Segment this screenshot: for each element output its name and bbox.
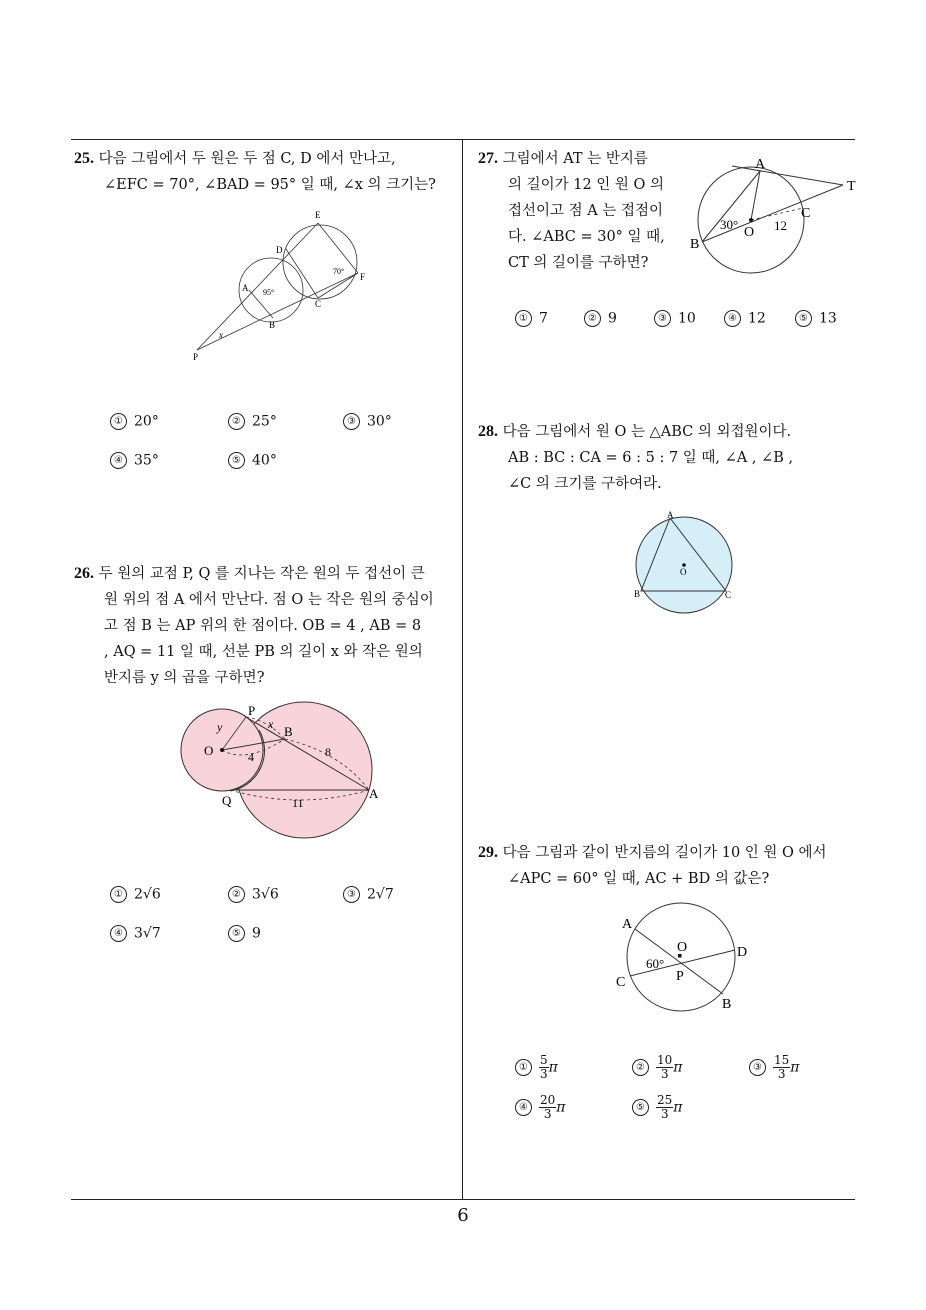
question-text-line: 다. ∠ABC = 30° 일 때, bbox=[508, 229, 665, 245]
q25-figure bbox=[185, 205, 375, 365]
q25-choice-5[interactable] bbox=[228, 452, 277, 469]
q26-label-A: A bbox=[369, 786, 379, 801]
choice-number: ④ bbox=[110, 452, 127, 469]
pi-symbol: π bbox=[790, 1059, 800, 1076]
q27-label-C: C bbox=[801, 206, 811, 221]
fraction bbox=[656, 1094, 673, 1121]
choice-text: 30° bbox=[367, 413, 392, 430]
q26-label-O: O bbox=[204, 743, 214, 758]
q29-label-D: D bbox=[737, 945, 748, 960]
q27-length-12: 12 bbox=[774, 218, 787, 233]
choice-text: 7 bbox=[539, 310, 548, 327]
numerator: 25 bbox=[657, 1093, 673, 1107]
choice-text: 13 bbox=[819, 310, 837, 327]
question-number: 26. bbox=[74, 565, 94, 582]
denominator: 3 bbox=[543, 1107, 552, 1121]
q26-label-P: P bbox=[248, 703, 256, 718]
choice-number: ⑤ bbox=[228, 452, 245, 469]
pi-symbol: π bbox=[548, 1059, 558, 1076]
q26-choice-2[interactable] bbox=[228, 886, 279, 903]
choice-text: 35° bbox=[134, 452, 159, 469]
numerator: 10 bbox=[657, 1053, 673, 1067]
choice-number: ① bbox=[110, 886, 127, 903]
choice-text: 2√7 bbox=[367, 886, 394, 903]
q29-label-O: O bbox=[677, 940, 688, 955]
question-29 bbox=[478, 840, 863, 892]
choice-number: ① bbox=[515, 310, 532, 327]
q25-choice-3[interactable] bbox=[343, 413, 392, 430]
question-number: 29. bbox=[478, 844, 498, 861]
choice-number: ④ bbox=[724, 310, 741, 327]
choice-number: ② bbox=[228, 413, 245, 430]
q26-label-B: B bbox=[284, 724, 293, 739]
choice-number: ③ bbox=[343, 886, 360, 903]
numerator: 5 bbox=[540, 1053, 548, 1067]
q27-choice-2[interactable] bbox=[584, 310, 617, 327]
choice-number: ③ bbox=[749, 1059, 766, 1076]
choice-number: ⑤ bbox=[632, 1099, 649, 1116]
q26-label-Q: Q bbox=[222, 793, 232, 808]
q29-choice-4[interactable] bbox=[515, 1094, 565, 1121]
q26-length-4: 4 bbox=[248, 750, 254, 764]
q25-choice-1[interactable] bbox=[110, 413, 159, 430]
choice-text: 40° bbox=[252, 452, 277, 469]
q27-label-B: B bbox=[690, 237, 700, 252]
pi-symbol: π bbox=[673, 1059, 683, 1076]
fraction bbox=[539, 1094, 556, 1121]
q25-label-C: C bbox=[315, 299, 322, 309]
q25-label-F: F bbox=[360, 272, 366, 282]
choice-number: ③ bbox=[654, 310, 671, 327]
q29-label-P: P bbox=[676, 969, 684, 984]
q26-choice-5[interactable] bbox=[228, 925, 261, 942]
q29-label-C: C bbox=[616, 975, 626, 990]
choice-number: ② bbox=[584, 310, 601, 327]
q29-figure bbox=[612, 900, 762, 1015]
q26-label-y: y bbox=[217, 720, 223, 734]
q27-angle-30: 30° bbox=[720, 217, 739, 232]
bottom-rule bbox=[71, 1199, 855, 1200]
q27-label-A: A bbox=[755, 157, 766, 172]
q29-label-B: B bbox=[722, 997, 732, 1012]
choice-number: ④ bbox=[110, 925, 127, 942]
fraction bbox=[539, 1054, 549, 1081]
question-number: 25. bbox=[74, 150, 94, 167]
q25-choice-4[interactable] bbox=[110, 452, 159, 469]
question-text-line: 고 점 B 는 AP 위의 한 점이다. OB = 4 , AB = 8 bbox=[104, 618, 422, 634]
q25-label-B: B bbox=[269, 320, 276, 330]
question-text-line: ∠EFC = 70°, ∠BAD = 95° 일 때, ∠x 의 크기는? bbox=[104, 177, 436, 193]
choice-text: 3√7 bbox=[134, 925, 161, 942]
column-divider bbox=[462, 139, 463, 1200]
choice-text: 3√6 bbox=[252, 886, 279, 903]
q28-label-O: O bbox=[680, 567, 687, 577]
choice-text: 9 bbox=[252, 925, 261, 942]
question-number: 27. bbox=[478, 150, 498, 167]
question-text-line: 반지름 y 의 곱을 구하면? bbox=[104, 670, 265, 686]
q26-length-8: 8 bbox=[325, 745, 331, 759]
choice-text: 25° bbox=[252, 413, 277, 430]
question-text-line: 원 위의 점 A 에서 만난다. 점 O 는 작은 원의 중심이 bbox=[104, 592, 434, 608]
pi-symbol: π bbox=[673, 1099, 683, 1116]
q27-choice-1[interactable] bbox=[515, 310, 548, 327]
question-text-line: 그림에서 AT 는 반지름 bbox=[502, 151, 648, 167]
choice-number: ⑤ bbox=[795, 310, 812, 327]
q26-choice-3[interactable] bbox=[343, 886, 394, 903]
question-text-line: 의 길이가 12 인 원 O 의 bbox=[508, 177, 665, 193]
choice-text: 12 bbox=[748, 310, 766, 327]
question-text-line: 접선이고 점 A 는 접점이 bbox=[508, 203, 663, 219]
question-27 bbox=[478, 146, 678, 276]
question-text-line: ∠APC = 60° 일 때, AC + BD 의 값은? bbox=[508, 871, 770, 887]
numerator: 20 bbox=[540, 1093, 556, 1107]
choice-text: 2√6 bbox=[134, 886, 161, 903]
question-26 bbox=[74, 561, 459, 691]
q26-length-11: 11 bbox=[292, 796, 304, 810]
choice-number: ④ bbox=[515, 1099, 532, 1116]
q25-label-D: D bbox=[276, 245, 283, 255]
question-number: 28. bbox=[478, 423, 498, 440]
question-text-line: ∠C 의 크기를 구하여라. bbox=[508, 476, 662, 492]
question-28 bbox=[478, 419, 863, 497]
q25-angle-70: 70° bbox=[333, 267, 345, 276]
q27-choice-3[interactable] bbox=[654, 310, 696, 327]
q27-figure bbox=[688, 152, 863, 277]
choice-text: 20° bbox=[134, 413, 159, 430]
denominator: 3 bbox=[540, 1067, 548, 1081]
q27-label-T: T bbox=[847, 179, 856, 194]
page-number: 6 bbox=[457, 1205, 469, 1226]
question-text-line: AB : BC : CA = 6 : 5 : 7 일 때, ∠A , ∠B , bbox=[508, 450, 794, 466]
choice-number: ② bbox=[228, 886, 245, 903]
denominator: 3 bbox=[777, 1067, 786, 1081]
q29-angle-60: 60° bbox=[646, 956, 665, 971]
q29-choice-3[interactable] bbox=[749, 1054, 799, 1081]
q29-choice-1[interactable] bbox=[515, 1054, 558, 1081]
question-text-line: 다음 그림과 같이 반지름의 길이가 10 인 원 O 에서 bbox=[502, 845, 827, 861]
q26-choice-4[interactable] bbox=[110, 925, 161, 942]
question-25 bbox=[74, 146, 459, 198]
q27-label-O: O bbox=[744, 225, 755, 240]
q25-choice-2[interactable] bbox=[228, 413, 277, 430]
choice-number: ⑤ bbox=[228, 925, 245, 942]
q25-label-E: E bbox=[315, 210, 321, 220]
question-text-line: 다음 그림에서 원 O 는 △ABC 의 외접원이다. bbox=[502, 424, 792, 440]
q27-choice-5[interactable] bbox=[795, 310, 837, 327]
q28-label-A: A bbox=[667, 510, 674, 520]
fraction bbox=[773, 1054, 790, 1081]
choice-number: ③ bbox=[343, 413, 360, 430]
denominator: 3 bbox=[660, 1067, 669, 1081]
choice-number: ① bbox=[515, 1059, 532, 1076]
q25-label-P: P bbox=[193, 352, 199, 362]
q26-label-x: x bbox=[268, 717, 274, 731]
question-text-line: 두 원의 교점 P, Q 를 지나는 작은 원의 두 접선이 큰 bbox=[98, 566, 425, 582]
question-text-line: CT 의 길이를 구하면? bbox=[508, 255, 649, 271]
choice-number: ② bbox=[632, 1059, 649, 1076]
fraction bbox=[656, 1054, 673, 1081]
q26-figure bbox=[175, 700, 390, 845]
q25-label-A: A bbox=[242, 283, 249, 293]
q28-figure bbox=[630, 508, 740, 618]
q25-label-x: x bbox=[219, 330, 223, 340]
denominator: 3 bbox=[660, 1107, 669, 1121]
q29-label-A: A bbox=[622, 917, 633, 932]
top-rule bbox=[71, 139, 855, 140]
choice-number: ① bbox=[110, 413, 127, 430]
q26-choice-1[interactable] bbox=[110, 886, 161, 903]
numerator: 15 bbox=[774, 1053, 790, 1067]
q27-choice-4[interactable] bbox=[724, 310, 766, 327]
choice-text: 10 bbox=[678, 310, 696, 327]
question-text-line: , AQ = 11 일 때, 선분 PB 의 길이 x 와 작은 원의 bbox=[104, 644, 423, 660]
q29-choice-2[interactable] bbox=[632, 1054, 682, 1081]
q28-label-C: C bbox=[725, 590, 732, 600]
q25-angle-95: 95° bbox=[263, 288, 275, 297]
choice-text: 9 bbox=[608, 310, 617, 327]
q29-choice-5[interactable] bbox=[632, 1094, 682, 1121]
question-text-line: 다음 그림에서 두 원은 두 점 C, D 에서 만나고, bbox=[98, 151, 396, 167]
q28-label-B: B bbox=[634, 589, 641, 599]
pi-symbol: π bbox=[556, 1099, 566, 1116]
